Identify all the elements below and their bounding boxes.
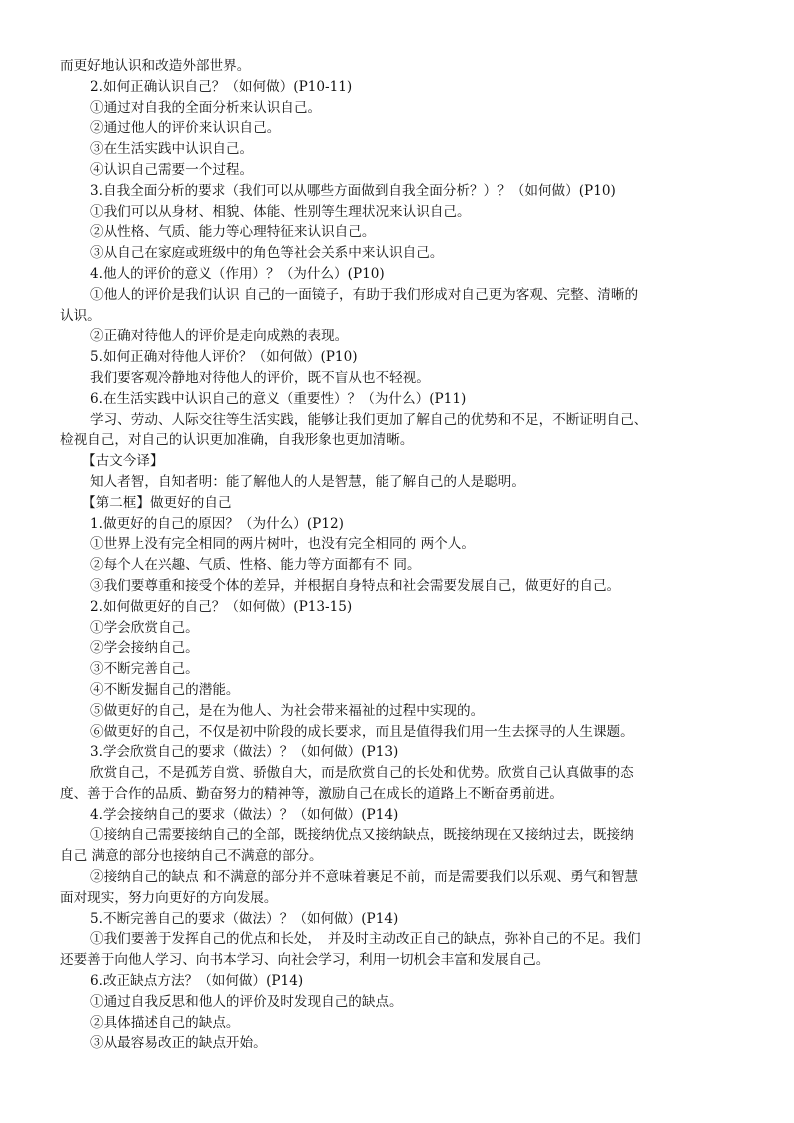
text-line: ①通过自我反思和他人的评价及时发现自己的缺点。 <box>90 993 403 1010</box>
text-line: 4.学会接纳自己的要求（做法）？（如何做）(P14) <box>90 806 399 823</box>
text-line: ①学会欣赏自己。 <box>90 619 199 636</box>
text-line: 4.他人的评价的意义（作用）？（为什么）(P10) <box>90 265 385 282</box>
text-line: ②每个人在兴趣、气质、性格、能力等方面都有不 同。 <box>90 557 421 574</box>
text-line: 而更好地认识和改造外部世界。 <box>60 58 251 74</box>
text-line: ①世界上没有完全相同的两片树叶，也没有完全相同的 两个人。 <box>90 536 475 553</box>
text-line: 自己 满意的部分也接纳自己不满意的部分。 <box>60 848 323 865</box>
text-line: ②正确对待他人的评价是走向成熟的表现。 <box>90 328 349 345</box>
text-line: ②通过他人的评价来认识自己。 <box>90 120 281 137</box>
text-line: 检视自己，对自己的认识更加准确，自我形象也更加清晰。 <box>60 432 414 449</box>
text-line: 2.如何做更好的自己？（如何做）(P13-15) <box>90 598 353 615</box>
text-line: ⑥做更好的自己，不仅是初中阶段的成长要求，而且是值得我们用一生去探寻的人生课题。 <box>90 723 634 740</box>
document-page <box>60 56 732 1054</box>
text-line: ③在生活实践中认识自己。 <box>90 141 254 158</box>
text-line: 认识。 <box>60 307 101 324</box>
text-line: 我们要客观冷静地对待他人的评价，既不盲从也不轻视。 <box>90 369 430 386</box>
text-line: ④认识自己需要一个过程。 <box>90 161 254 178</box>
text-line: 学习、劳动、人际交往等生活实践，能够让我们更加了解自己的优势和不足，不断证明自己、 <box>90 411 648 428</box>
text-line: 还要善于向他人学习、向书本学习、向社会学习，利用一切机会丰富和发展自己。 <box>60 952 550 969</box>
text-line: ①他人的评价是我们认识 自己的一面镜子，有助于我们形成对自己更为客观、完整、清晰的 <box>90 286 639 303</box>
text-line: ①接纳自己需要接纳自己的全部，既接纳优点又接纳缺点，既接纳现在又接纳过去，既接纳 <box>90 827 634 844</box>
text-line: 6.改正缺点方法？（如何做）(P14) <box>90 973 304 990</box>
text-line: 【第二框】做更好的自己 <box>82 494 232 511</box>
text-line: 欣赏自己，不是孤芳自赏、骄傲自大，而是欣赏自己的长处和优势。欣赏自己认真做事的态 <box>90 765 634 782</box>
text-line: 1.做更好的自己的原因？（为什么）(P12) <box>90 515 344 532</box>
text-line: ③不断完善自己。 <box>90 661 199 678</box>
text-line: 面对现实，努力向更好的方向发展。 <box>60 889 278 906</box>
text-line: 3.学会欣赏自己的要求（做法）？（如何做）(P13) <box>90 744 399 761</box>
text-line: 知人者智，自知者明：能了解他人的人是智慧，能了解自己的人是聪明。 <box>90 473 525 490</box>
text-line: 5.如何正确对待他人评价？（如何做）(P10) <box>90 349 358 366</box>
text-line: ①我们要善于发挥自己的优点和长处， 并及时主动改正自己的缺点，弥补自己的不足。我们 <box>90 931 641 948</box>
text-line: ②从性格、气质、能力等心理特征来认识自己。 <box>90 224 376 241</box>
text-line: 度、善于合作的品质、勤奋努力的精神等，激励自己在成长的道路上不断奋勇前进。 <box>60 785 563 802</box>
text-line: 6.在生活实践中认识自己的意义（重要性）？（为什么）(P11) <box>90 390 467 407</box>
text-line: ④不断发掘自己的潜能。 <box>90 681 240 698</box>
text-line: ①我们可以从身材、相貌、体能、性别等生理状况来认识自己。 <box>90 203 471 220</box>
text-line: ③我们要尊重和接受个体的差异，并根据自身特点和社会需要发展自己，做更好的自己。 <box>90 577 621 594</box>
text-line: 5.不断完善自己的要求（做法）？（如何做）(P14) <box>90 910 399 927</box>
text-line: ③从最容易改正的缺点开始。 <box>90 1035 267 1052</box>
text-line: 【古文今译】 <box>82 453 164 470</box>
text-line: ②学会接纳自己。 <box>90 640 199 657</box>
text-line: ②接纳自己的缺点 和不满意的部分并不意味着裹足不前，而是需要我们以乐观、勇气和智慧 <box>90 869 639 886</box>
text-line: 2.如何正确认识自己？（如何做）(P10-11) <box>90 78 353 95</box>
text-line: ②具体描述自己的缺点。 <box>90 1014 240 1031</box>
text-line: 3.自我全面分析的要求（我们可以从哪些方面做到自我全面分析？）？（如何做）(P10) <box>90 182 616 199</box>
text-line: ③从自己在家庭或班级中的角色等社会关系中来认识自己。 <box>90 245 444 262</box>
text-line: ①通过对自我的全面分析来认识自己。 <box>90 99 322 116</box>
text-line: ⑤做更好的自己，是在为他人、为社会带来福祉的过程中实现的。 <box>90 702 485 719</box>
